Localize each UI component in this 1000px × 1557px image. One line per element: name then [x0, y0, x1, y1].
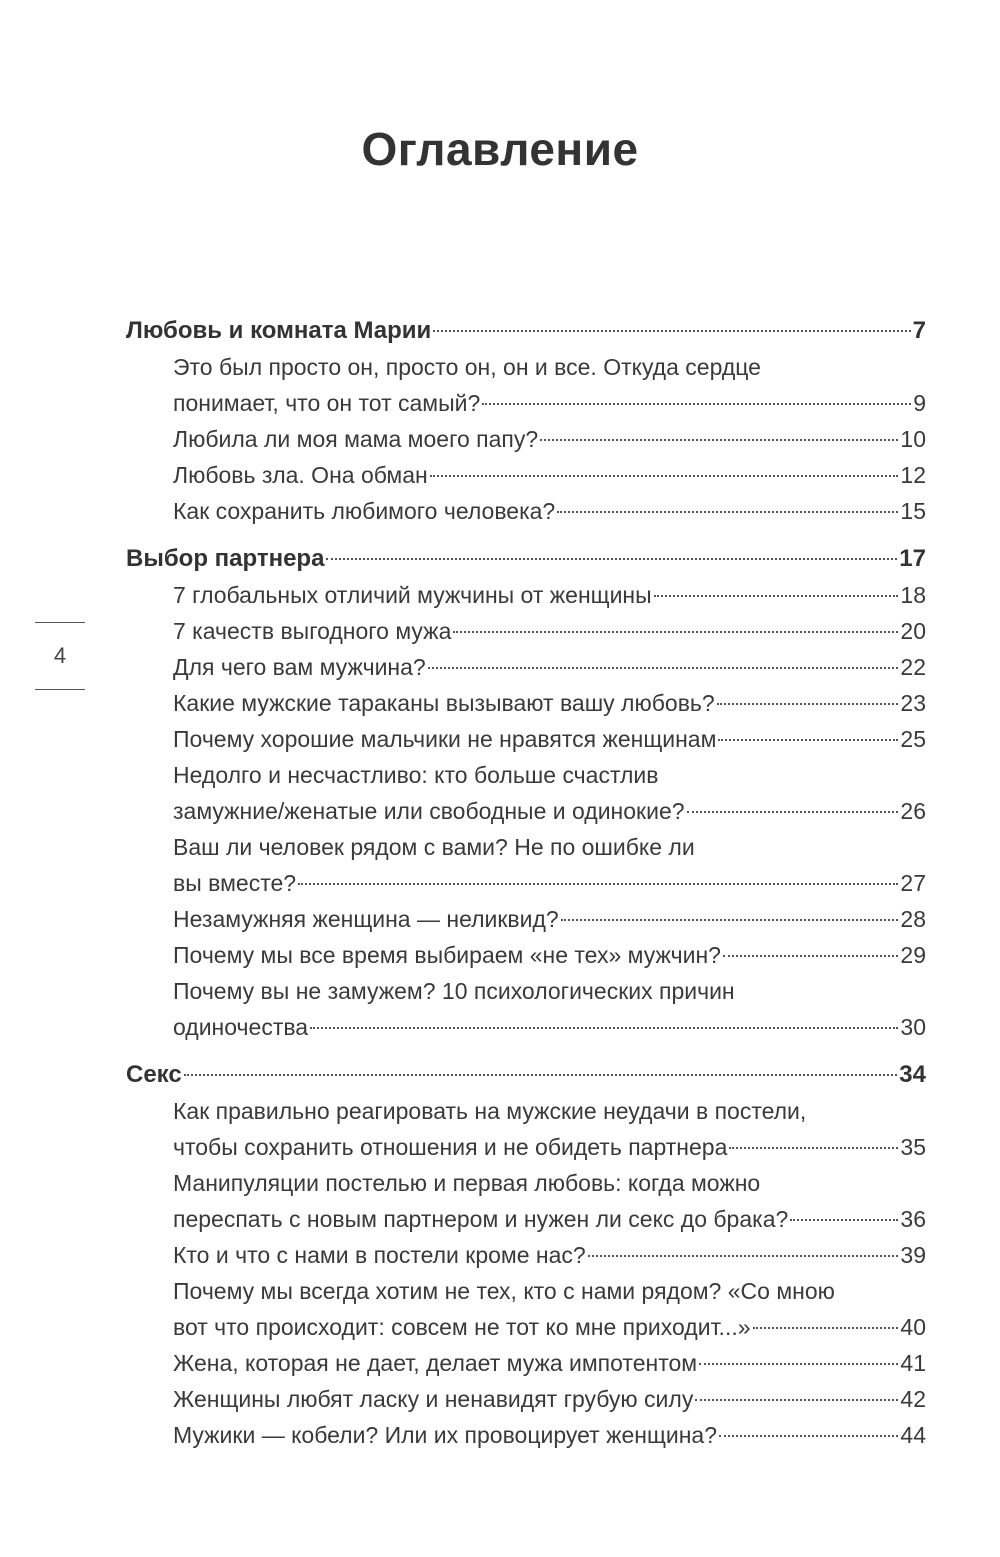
section-heading-link[interactable] — [126, 1057, 926, 1093]
entry-last-line[interactable] — [173, 901, 926, 937]
dot-leader — [729, 1147, 898, 1149]
entry-title: одиночества — [173, 1014, 309, 1040]
toc-entry[interactable] — [126, 721, 926, 757]
entry-title: Выбор партнера — [126, 545, 325, 572]
entry-title-line: Ваш ли человек рядом с вами? Не по ошибке ли — [173, 834, 695, 860]
entry-last-line[interactable] — [173, 1009, 926, 1045]
entry-last-line[interactable] — [173, 385, 926, 421]
toc-entry[interactable] — [126, 613, 926, 649]
entry-last-line[interactable] — [173, 421, 926, 457]
entry-title: переспать с новым партнером и нужен ли секс до брака? — [173, 1206, 789, 1232]
page-number-box — [35, 622, 85, 690]
entry-last-line[interactable] — [173, 1345, 926, 1381]
entry-page-number: 9 — [913, 390, 926, 416]
entry-title-line: Как правильно реагировать на мужские неудачи в постели, — [173, 1098, 807, 1124]
entry-last-line[interactable] — [173, 793, 926, 829]
entry-title: Какие мужские тараканы вызывают вашу любовь? — [173, 690, 715, 716]
entry-title: Мужики — кобели? Или их провоцирует женщина? — [173, 1422, 718, 1448]
dot-leader — [723, 955, 898, 957]
toc-entry[interactable] — [126, 1093, 926, 1165]
section-heading — [126, 1057, 926, 1093]
entry-page-number: 10 — [900, 426, 926, 452]
entry-page-number: 27 — [900, 870, 926, 896]
entry-last-line[interactable] — [173, 937, 926, 973]
entry-page-number: 12 — [900, 462, 926, 488]
entry-last-line[interactable] — [173, 865, 926, 901]
dot-leader — [298, 883, 898, 885]
section-heading — [126, 313, 926, 349]
entry-page-number: 44 — [900, 1422, 926, 1448]
entry-page-number: 30 — [900, 1014, 926, 1040]
entry-page-number: 29 — [900, 942, 926, 968]
toc-entry[interactable] — [126, 973, 926, 1045]
dot-leader — [718, 739, 898, 741]
page-number: 4 — [53, 643, 67, 668]
dot-leader — [561, 919, 899, 921]
dot-leader — [719, 1435, 898, 1437]
entry-title: Как сохранить любимого человека? — [173, 498, 556, 524]
entry-title-line: Почему мы всегда хотим не тех, кто с нами рядом? «Со мною — [173, 1278, 835, 1304]
entry-last-line[interactable] — [173, 1237, 926, 1273]
entry-title: вот что происходит: совсем не тот ко мне приходит...» — [173, 1314, 751, 1340]
toc-entry[interactable] — [126, 1273, 926, 1345]
entry-title: замужние/женатые или свободные и одинокие? — [173, 798, 685, 824]
dot-leader — [717, 703, 899, 705]
toc-entry[interactable] — [126, 349, 926, 421]
toc-entry[interactable] — [126, 1237, 926, 1273]
section-heading-link[interactable] — [126, 541, 926, 577]
toc-entry[interactable] — [126, 1345, 926, 1381]
entry-page-number: 35 — [900, 1134, 926, 1160]
toc-entry[interactable] — [126, 829, 926, 901]
entry-title-line: Это был просто он, просто он, он и все. Откуда сердце — [173, 354, 761, 380]
entry-page-number: 17 — [899, 545, 926, 572]
entry-page-number: 25 — [900, 726, 926, 752]
entry-title: Любовь зла. Она обман — [173, 462, 428, 488]
entry-title: Жена, которая не дает, делает мужа импотентом — [173, 1350, 698, 1376]
entry-title: понимает, что он тот самый? — [173, 390, 481, 416]
entry-last-line[interactable] — [173, 1201, 926, 1237]
toc-entry[interactable] — [126, 493, 926, 529]
entry-last-line[interactable] — [173, 649, 926, 685]
entry-title-line: Почему вы не замужем? 10 психологических причин — [173, 978, 735, 1004]
entry-last-line[interactable] — [173, 457, 926, 493]
dot-leader — [790, 1219, 898, 1221]
entry-page-number: 18 — [900, 582, 926, 608]
entry-page-number: 26 — [900, 798, 926, 824]
dot-leader — [310, 1027, 898, 1029]
toc-entry[interactable] — [126, 577, 926, 613]
entry-title: Кто и что с нами в постели кроме нас? — [173, 1242, 586, 1268]
dot-leader — [699, 1363, 898, 1365]
toc-entry[interactable] — [126, 457, 926, 493]
entry-last-line[interactable] — [173, 721, 926, 757]
dot-leader — [326, 558, 897, 560]
entry-last-line[interactable] — [173, 577, 926, 613]
toc-section — [126, 313, 926, 529]
entry-page-number: 36 — [900, 1206, 926, 1232]
dot-leader — [540, 439, 898, 441]
entry-last-line[interactable] — [173, 1381, 926, 1417]
dot-leader — [428, 667, 899, 669]
toc-entry[interactable] — [126, 685, 926, 721]
dot-leader — [695, 1399, 898, 1401]
entry-page-number: 34 — [899, 1061, 926, 1088]
dot-leader — [453, 631, 898, 633]
page-title: Оглавление — [361, 123, 639, 175]
section-heading — [126, 541, 926, 577]
entry-title: Незамужняя женщина — неликвид? — [173, 906, 559, 932]
entry-last-line[interactable] — [173, 685, 926, 721]
entry-last-line[interactable] — [173, 1417, 926, 1453]
toc-entry[interactable] — [126, 937, 926, 973]
entry-last-line[interactable] — [173, 1129, 926, 1165]
entry-title: Женщины любят ласку и ненавидят грубую силу — [173, 1386, 694, 1412]
entry-title: вы вместе? — [173, 870, 297, 896]
dot-leader — [588, 1255, 899, 1257]
entry-title: Любовь и комната Марии — [126, 317, 432, 344]
entry-page-number: 42 — [900, 1386, 926, 1412]
dot-leader — [654, 595, 899, 597]
toc-entry[interactable] — [126, 1417, 926, 1453]
dot-leader — [430, 475, 899, 477]
entry-page-number: 15 — [900, 498, 926, 524]
entry-page-number: 23 — [900, 690, 926, 716]
dot-leader — [184, 1074, 898, 1076]
dot-leader — [557, 511, 898, 513]
entry-page-number: 39 — [900, 1242, 926, 1268]
dot-leader — [433, 330, 910, 332]
entry-title-line: Недолго и несчастливо: кто больше счастлив — [173, 762, 659, 788]
entry-last-line[interactable] — [173, 493, 926, 529]
entry-page-number: 20 — [900, 618, 926, 644]
entry-title: Для чего вам мужчина? — [173, 654, 426, 680]
toc-entry[interactable] — [126, 901, 926, 937]
entry-title: Любила ли моя мама моего папу? — [173, 426, 539, 452]
entry-title: Почему мы все время выбираем «не тех» мужчин? — [173, 942, 721, 968]
dot-leader — [482, 403, 911, 405]
entry-title: 7 качеств выгодного мужа — [173, 618, 452, 644]
entry-title: чтобы сохранить отношения и не обидеть партнера — [173, 1134, 728, 1160]
entry-page-number: 7 — [912, 317, 926, 344]
toc-entry[interactable] — [126, 1165, 926, 1237]
table-of-contents — [126, 313, 926, 1465]
dot-leader — [687, 811, 899, 813]
entry-title: Почему хорошие мальчики не нравятся женщинам — [173, 726, 717, 752]
entry-page-number: 28 — [900, 906, 926, 932]
toc-entry[interactable] — [126, 421, 926, 457]
toc-entry[interactable] — [126, 757, 926, 829]
entry-page-number: 22 — [900, 654, 926, 680]
toc-section — [126, 1057, 926, 1453]
toc-section — [126, 541, 926, 1045]
entry-last-line[interactable] — [173, 1309, 926, 1345]
dot-leader — [753, 1327, 899, 1329]
entry-title-line: Манипуляции постелью и первая любовь: когда можно — [173, 1170, 761, 1196]
entry-page-number: 40 — [900, 1314, 926, 1340]
entry-title: Секс — [126, 1061, 182, 1088]
entry-title: 7 глобальных отличий мужчины от женщины — [173, 582, 652, 608]
entry-last-line[interactable] — [173, 613, 926, 649]
section-heading-link[interactable] — [126, 313, 926, 349]
toc-entry[interactable] — [126, 1381, 926, 1417]
toc-entry[interactable] — [126, 649, 926, 685]
entry-page-number: 41 — [900, 1350, 926, 1376]
